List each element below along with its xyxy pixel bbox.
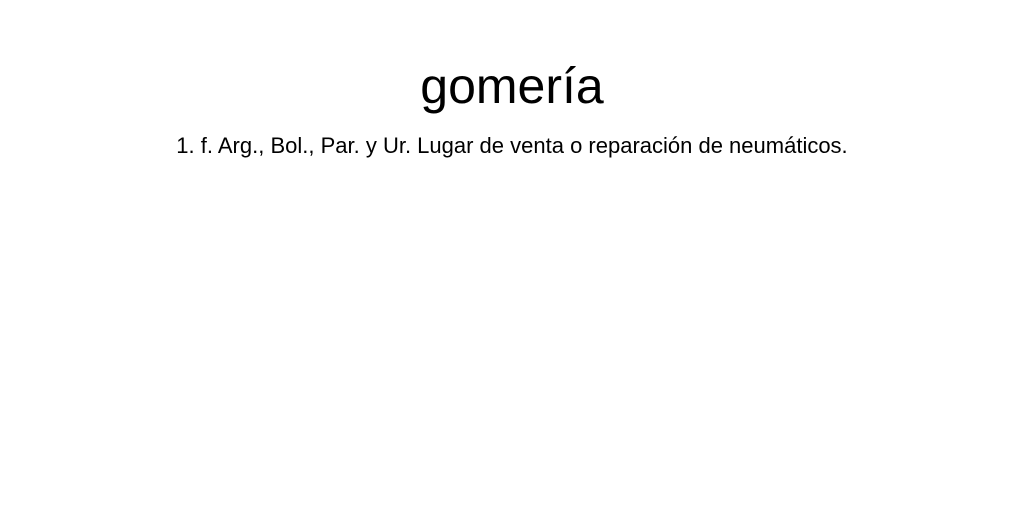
headword-title: gomería [420,58,604,114]
definition-text: 1. f. Arg., Bol., Par. y Ur. Lugar de venta o reparación de neumáticos. [176,133,848,158]
